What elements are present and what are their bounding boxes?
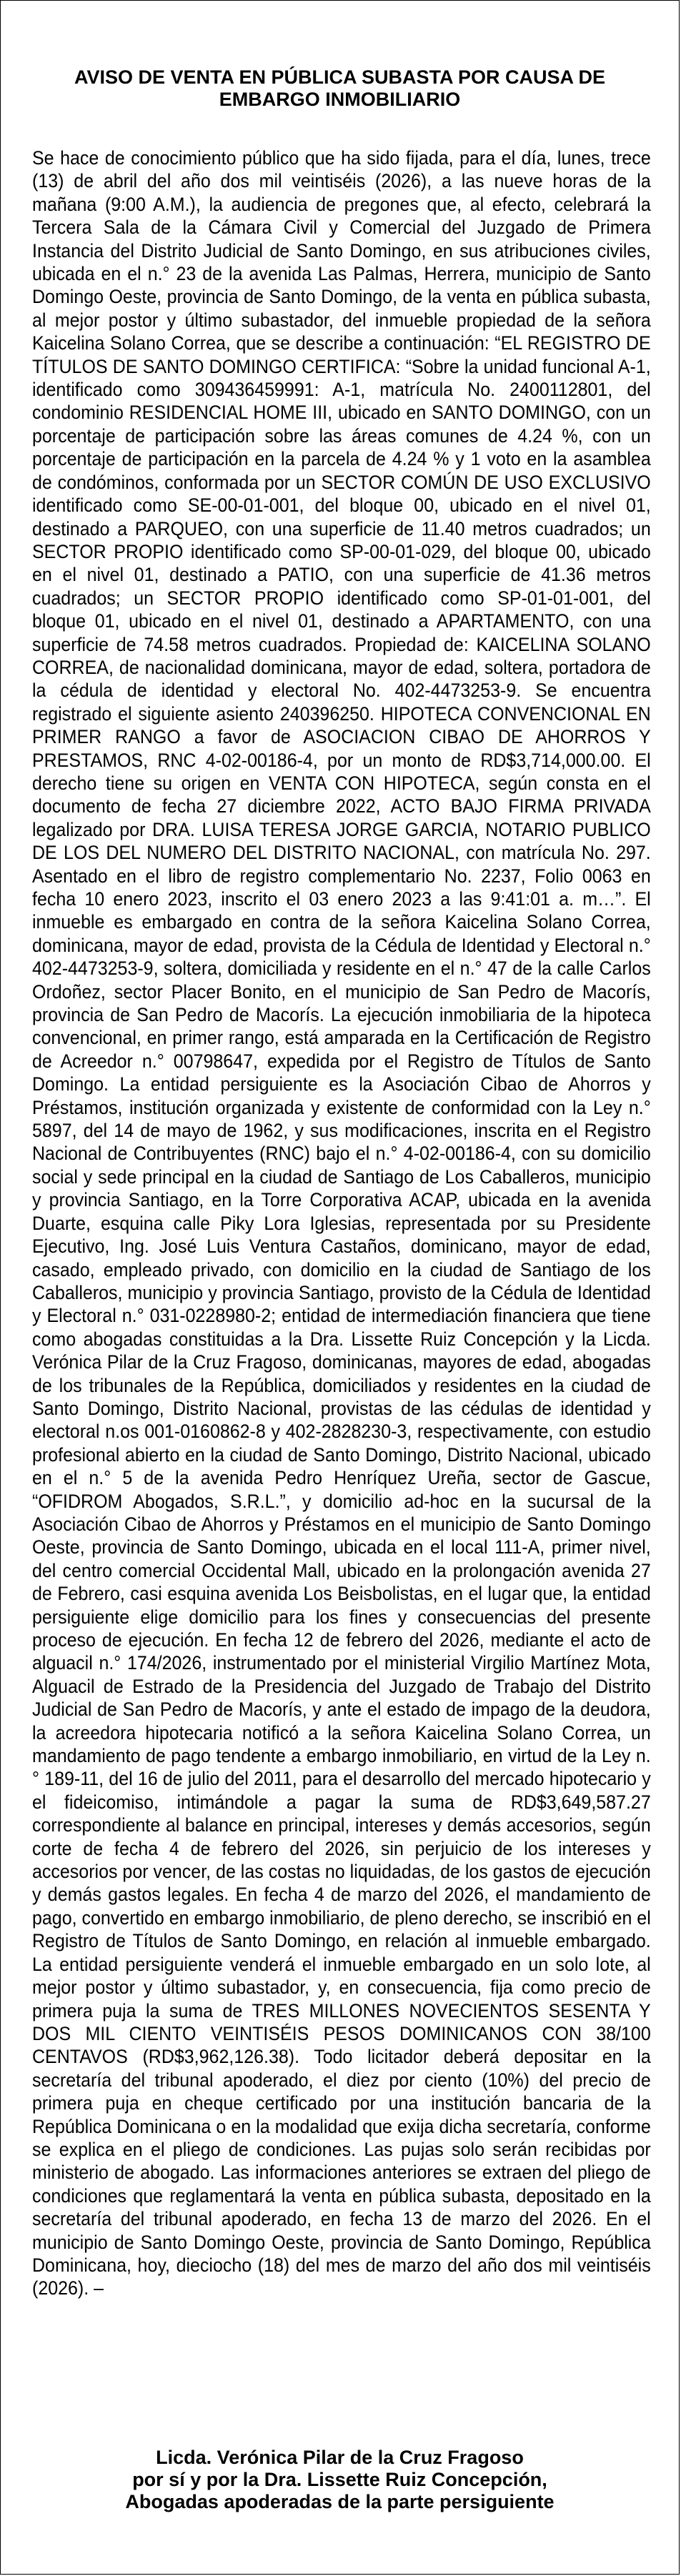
signature-block	[1, 2447, 679, 2513]
notice-title-line-1: AVISO DE VENTA EN PÚBLICA SUBASTA POR CAUSA DE	[74, 66, 606, 88]
notice-body: Se hace de conocimiento público que ha sido fijada, para el día, lunes, trece (13) de abril del año dos mil veintiséis (2026), a las nueve horas de la mañana (9:00 A.M.), la audiencia de pregones que, al efecto, celebrará la Tercera Sala de la Cámara Civil y Comercial del Juzgado de Primera Instancia del Distrito Judicial de Santo Domingo, en sus atribuciones civiles, ubicada en el n.° 23 de la avenida Las Palmas, Herrera, municipio de Santo Domingo Oeste, provincia de Santo Domingo, de la venta en pública subasta, al mejor postor y último subastador, del inmueble propiedad de la señora Kaicelina Solano Correa, que se describe a continuación: “EL REGISTRO DE TÍTULOS DE SANTO DOMINGO CERTIFICA: “Sobre la unidad funcional A-1, identificado como 309436459991: A-1, matrícula No. 2400112801, del condominio RESIDENCIAL HOME III, ubicado en SANTO DOMINGO, con un porcentaje de participación sobre las áreas comunes de 4.24 %, con un porcentaje de participación en la parcela de 4.24 % y 1 voto en la asamblea de condóminos, conformada por un SECTOR COMÚN DE USO EXCLUSIVO identificado como SE-00-01-001, del bloque 00, ubicado en el nivel 01, destinado a PARQUEO, con una superficie de 11.40 metros cuadrados; un SECTOR PROPIO identificado como SP-00-01-029, del bloque 00, ubicado en el nivel 01, destinado a PATIO, con una superficie de 41.36 metros cuadrados; un SECTOR PROPIO identificado como SP-01-01-001, del bloque 01, ubicado en el nivel 01, destinado a APARTAMENTO, con una superficie de 74.58 metros cuadrados. Propiedad de: KAICELINA SOLANO CORREA, de nacionalidad dominicana, mayor de edad, soltera, portadora de la cédula de identidad y electoral No. 402-4473253-9. Se encuentra registrado el siguiente asiento 240396250. HIPOTECA CONVENCIONAL EN PRIMER RANGO a favor de ASOCIACION CIBAO DE AHORROS Y PRESTAMOS, RNC 4-02-00186-4, por un monto de RD$3,714,000.00. El derecho tiene su origen en VENTA CON HIPOTECA, según consta en el documento de fecha 27 diciembre 2022, ACTO BAJO FIRMA PRIVADA legalizado por DRA. LUISA TERESA JORGE GARCIA, NOTARIO PUBLICO DE LOS DEL NUMERO DEL DISTRITO NACIONAL, con matrícula No. 297. Asentado en el libro de registro complementario No. 2237, Folio 0063 en fecha 10 enero 2023, inscrito el 03 enero 2023 a las 9:41:01 a. m…”. El inmueble es embargado en contra de la señora Kaicelina Solano Correa, dominicana, mayor de edad, provista de la Cédula de Identidad y Electoral n.° 402-4473253-9, soltera, domiciliada y residente en el n.° 47 de la calle Carlos Ordoñez, sector Placer Bonito, en el municipio de San Pedro de Macorís, provincia de San Pedro de Macorís. La ejecución inmobiliaria de la hipoteca convencional, en primer rango, está amparada en la Certificación de Registro de Acreedor n.° 00798647, expedida por el Registro de Títulos de Santo Domingo. La entidad persiguiente es la Asociación Cibao de Ahorros y Préstamos, institución organizada y existente de conformidad con la Ley n.° 5897, del 14 de mayo de 1962, y sus modificaciones, inscrita en el Registro Nacional de Contribuyentes (RNC) bajo el n.° 4-02-00186-4, con su domicilio social y sede principal en la ciudad de Santiago de Los Caballeros, municipio y provincia Santiago, en la Torre Corporativa ACAP, ubicada en la avenida Duarte, esquina calle Piky Lora Iglesias, representada por su Presidente Ejecutivo, Ing. José Luis Ventura Castaños, dominicano, mayor de edad, casado, empleado privado, con domicilio en la ciudad de Santiago de los Caballeros, municipio y provincia Santiago, provisto de la Cédula de Identidad y Electoral n.° 031-0228980-2; entidad de intermediación financiera que tiene como abogadas constituidas a la Dra. Lissette Ruiz Concepción y la Licda. Verónica Pilar de la Cruz Fragoso, dominicanas, mayores de edad, abogadas de los tribunales de la República, domiciliados y residentes en la ciudad de Santo Domingo, Distrito Nacional, provistas de las cédulas de identidad y electoral n.os 001-0160862-8 y 402-2828230-3, respectivamente, con estudio profesional abierto en la ciudad de Santo Domingo, Distrito Nacional, ubicado en el n.° 5 de la avenida Pedro Henríquez Ureña, sector de Gascue, “OFIDROM Abogados, S.R.L.”, y domicilio ad-hoc en la sucursal de la Asociación Cibao de Ahorros y Préstamos en el municipio de Santo Domingo Oeste, provincia de Santo Domingo, ubicada en el local 111-A, primer nivel, del centro comercial Occidental Mall, ubicado en la prolongación avenida 27 de Febrero, casi esquina avenida Los Beisbolistas, en el lugar que, la entidad persiguiente elige domicilio para los fines y consecuencias del presente proceso de ejecución. En fecha 12 de febrero del 2026, mediante el acto de alguacil n.° 174/2026, instrumentado por el ministerial Virgilio Martínez Mota, Alguacil de Estrado de la Presidencia del Juzgado de Trabajo del Distrito Judicial de San Pedro de Macorís, y ante el estado de impago de la deudora, la acreedora hipotecaria notificó a la señora Kaicelina Solano Correa, un mandamiento de pago tendente a embargo inmobiliario, en virtud de la Ley n.° 189-11, del 16 de julio del 2011, para el desarrollo del mercado hipotecario y el fideicomiso, intimándole a pagar la suma de RD$3,649,587.27 correspondiente al balance en principal, intereses y demás accesorios, según corte de fecha 4 de febrero del 2026, sin perjuicio de los intereses y accesorios por vencer, de las costas no liquidadas, de los gastos de ejecución y demás gastos legales. En fecha 4 de marzo del 2026, el mandamiento de pago, convertido en embargo inmobiliario, de pleno derecho, se inscribió en el Registro de Títulos de Santo Domingo, en relación al inmueble embargado. La entidad persiguiente venderá el inmueble embargado en un solo lote, al mejor postor y último subastador, y, en consecuencia, fija como precio de primera puja la suma de TRES MILLONES NOVECIENTOS SESENTA Y DOS MIL CIENTO VEINTISÉIS PESOS DOMINICANOS CON 38/100 CENTAVOS (RD$3,962,126.38). Todo licitador deberá depositar en la secretaría del tribunal apoderado, el diez por ciento (10%) del precio de primera puja en cheque certificado por una institución bancaria de la República Dominicana o en la modalidad que exija dicha secretaría, conforme se explica en el pliego de condiciones. Las pujas solo serán recibidas por ministerio de abogado. Las informaciones anteriores se extraen del pliego de condiciones que reglamentará la venta en pública subasta, depositado en la secretaría del tribunal apoderado, en fecha 13 de marzo del 2026. En el municipio de Santo Domingo Oeste, provincia de Santo Domingo, República Dominicana, hoy, dieciocho (18) del mes de marzo del año dos mil veintiséis (2026). –	[32, 147, 651, 2299]
signature-line-3: Abogadas apoderadas de la parte persiguiente	[125, 2491, 555, 2512]
signature-line-1: Licda. Verónica Pilar de la Cruz Fragoso	[156, 2447, 524, 2468]
signature-line-2: por sí y por la Dra. Lissette Ruiz Concepción,	[132, 2469, 547, 2490]
notice-title-line-2: EMBARGO INMOBILIARIO	[219, 89, 461, 110]
notice-title	[32, 66, 647, 111]
